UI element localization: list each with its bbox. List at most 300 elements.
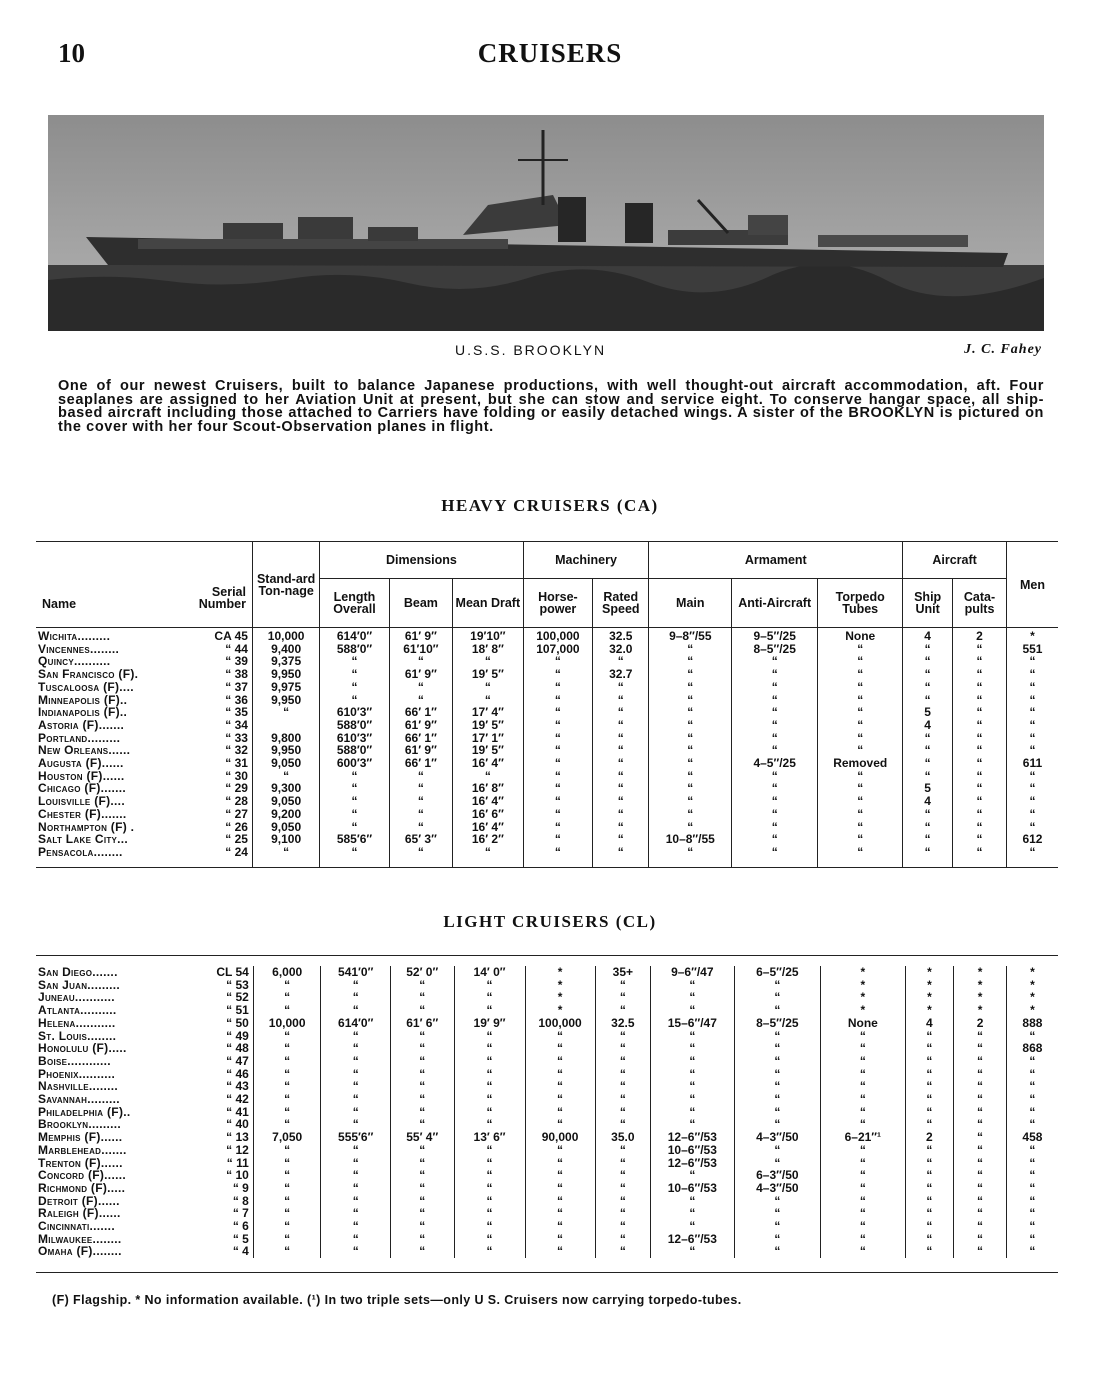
table-cell: “	[953, 668, 1007, 681]
table-cell: “	[595, 1093, 651, 1106]
ship-name: Indianapolis (F)..	[38, 705, 128, 720]
table-row	[36, 744, 1058, 757]
table-cell: “	[321, 1195, 390, 1208]
table-cell: 4	[905, 1017, 954, 1030]
ship-name: Omaha (F)........	[38, 1244, 122, 1259]
table-cell: “	[595, 1233, 651, 1246]
table-cell: “	[954, 1157, 1007, 1170]
table-cell: “	[734, 1055, 821, 1068]
table-cell: “	[321, 1220, 390, 1233]
table-cell: “	[595, 1182, 651, 1195]
table-cell: “	[818, 833, 903, 846]
table-cell: 17′ 1″	[453, 732, 524, 745]
table-cell: “	[525, 1093, 595, 1106]
header-aircraft: Aircraft	[903, 542, 1007, 579]
light-cruisers-table	[36, 955, 1058, 1273]
table-cell: “	[390, 1207, 454, 1220]
table-cell: “	[320, 668, 389, 681]
intro-paragraph: One of our newest Cruisers, built to balance Japanese productions, with well thought-out aircraft accommodation, aft. Four seaplanes are assigned to her Aviation Unit at present, but she can stow and service eight. To conserve hangar space, all ship-based aircraft including those attached to Carriers have folding or easily detached wings. A sister of the BROOKLYN is pictured on the cover with her four Scout-Observation planes in flight.	[58, 378, 1044, 435]
serial-number: “ 50	[226, 1015, 249, 1030]
table-cell: “	[253, 1245, 321, 1258]
table-cell: 10–6″/53	[651, 1144, 734, 1157]
table-cell: “	[953, 821, 1007, 834]
serial-number: “ 28	[225, 794, 248, 809]
table-cell: 61′ 9″	[389, 719, 452, 732]
table-cell: “	[732, 706, 818, 719]
table-cell: “	[595, 1042, 651, 1055]
table-cell: “	[1006, 1118, 1058, 1131]
table-cell: “	[593, 719, 649, 732]
table-cell: “	[954, 1131, 1007, 1144]
header-speed: Rated Speed	[593, 579, 649, 628]
table-cell: *	[1006, 979, 1058, 992]
table-row	[36, 706, 1058, 719]
table-cell: 15–6″/47	[651, 1017, 734, 1030]
table-cell: 12–6″/53	[651, 1157, 734, 1170]
table-cell: “	[905, 1080, 954, 1093]
table-cell: “	[734, 1080, 821, 1093]
table-cell: “	[523, 846, 593, 867]
table-cell: “	[649, 681, 732, 694]
table-cell: “	[525, 1080, 595, 1093]
ship-name: Atlanta..........	[38, 1003, 117, 1018]
table-cell: *	[1006, 966, 1058, 979]
table-cell: “	[649, 732, 732, 745]
table-cell: “	[390, 1169, 454, 1182]
table-cell: “	[253, 1144, 321, 1157]
ship-name: Juneau...........	[38, 990, 115, 1005]
table-cell: “	[321, 1080, 390, 1093]
table-cell: 612	[1006, 833, 1058, 846]
table-cell: “	[454, 1169, 525, 1182]
table-cell: “	[954, 1245, 1007, 1258]
table-cell: “	[1006, 1144, 1058, 1157]
table-cell: 16′ 4″	[453, 795, 524, 808]
table-cell: 6–21″¹	[821, 1131, 905, 1144]
serial-number: “ 8	[232, 1193, 249, 1208]
table-cell: “	[253, 1004, 321, 1017]
table-cell: “	[595, 1030, 651, 1043]
serial-number: “ 51	[226, 1003, 249, 1018]
table-cell: “	[954, 1182, 1007, 1195]
table-row	[36, 681, 1058, 694]
ship-name: Chester (F).......	[38, 806, 127, 821]
serial-number: “ 6	[232, 1219, 249, 1234]
table-row	[36, 655, 1058, 668]
table-cell: “	[953, 757, 1007, 770]
table-cell: “	[253, 1169, 321, 1182]
table-row	[36, 1233, 1058, 1246]
table-cell: 13′ 6″	[454, 1131, 525, 1144]
table-cell: 90,000	[525, 1131, 595, 1144]
table-cell: “	[1006, 1068, 1058, 1081]
table-cell: 17′ 4″	[453, 706, 524, 719]
table-cell: “	[454, 1195, 525, 1208]
table-row	[36, 1220, 1058, 1233]
table-cell: 19′ 5″	[453, 719, 524, 732]
table-cell: 14′ 0″	[454, 966, 525, 979]
table-cell: “	[523, 770, 593, 783]
ship-name: Quincy..........	[38, 654, 111, 669]
table-cell: “	[734, 1093, 821, 1106]
page-title: CRUISERS	[477, 38, 623, 68]
table-cell: None	[821, 1017, 905, 1030]
table-cell: “	[651, 1030, 734, 1043]
table-cell: “	[818, 782, 903, 795]
table-cell: “	[389, 795, 452, 808]
table-cell: “	[320, 821, 389, 834]
photo-credit: J. C. Fahey	[964, 342, 1042, 357]
table-cell: “	[321, 991, 390, 1004]
table-cell: “	[321, 1093, 390, 1106]
table-cell: “	[821, 1042, 905, 1055]
table-cell: “	[593, 681, 649, 694]
table-cell: “	[903, 655, 953, 668]
table-cell: “	[454, 1093, 525, 1106]
table-cell: “	[525, 1106, 595, 1119]
table-cell: “	[454, 1220, 525, 1233]
table-cell: “	[523, 655, 593, 668]
table-cell: “	[1006, 668, 1058, 681]
table-cell: 66′ 1″	[389, 757, 452, 770]
table-cell: “	[954, 1195, 1007, 1208]
table-cell: “	[593, 821, 649, 834]
table-cell: “	[732, 821, 818, 834]
table-cell: “	[523, 719, 593, 732]
table-cell: “	[390, 1106, 454, 1119]
table-cell: “	[903, 833, 953, 846]
table-cell: “	[320, 681, 389, 694]
header-main: Main	[649, 579, 732, 628]
header-name-label: Name	[42, 596, 77, 611]
ship-name: Cincinnati.......	[38, 1219, 115, 1234]
table-cell: “	[818, 706, 903, 719]
table-cell: “	[320, 846, 389, 867]
table-row	[36, 1169, 1058, 1182]
table-row	[36, 1182, 1058, 1195]
ship-name: Honolulu (F).....	[38, 1041, 127, 1056]
table-cell: “	[454, 1118, 525, 1131]
table-cell: “	[905, 1030, 954, 1043]
table-row	[36, 732, 1058, 745]
table-cell: “	[1006, 1157, 1058, 1170]
table-cell: “	[390, 1195, 454, 1208]
header-beam: Beam	[389, 579, 452, 628]
table-cell: 19′10″	[453, 628, 524, 643]
header-armament: Armament	[649, 542, 903, 579]
table-cell: “	[651, 1093, 734, 1106]
table-cell: “	[732, 770, 818, 783]
ship-name: Tuscaloosa (F)....	[38, 679, 134, 694]
table-cell: 9,950	[252, 668, 319, 681]
table-cell: “	[321, 1245, 390, 1258]
table-cell: “	[954, 1169, 1007, 1182]
table-cell: 9,300	[252, 782, 319, 795]
table-cell: “	[593, 732, 649, 745]
serial-number: CL 54	[216, 965, 249, 979]
table-cell: 2	[905, 1131, 954, 1144]
table-cell: “	[390, 1220, 454, 1233]
table-cell: “	[649, 821, 732, 834]
table-cell: “	[821, 1169, 905, 1182]
table-cell: “	[523, 757, 593, 770]
table-cell: 61′ 9″	[389, 744, 452, 757]
ship-name: Wichita.........	[38, 629, 111, 643]
table-cell: “	[1006, 1245, 1058, 1258]
table-cell: *	[1006, 1004, 1058, 1017]
serial-number: “ 34	[225, 717, 248, 732]
ship-photo	[48, 115, 1044, 331]
table-cell: “	[321, 1233, 390, 1246]
table-cell: 12–6″/53	[651, 1131, 734, 1144]
table-cell: “	[732, 681, 818, 694]
header-machinery: Machinery	[523, 542, 649, 579]
ship-name: Salt Lake City...	[38, 832, 129, 847]
serial-number: “ 29	[225, 781, 248, 796]
table-cell: “	[649, 782, 732, 795]
table-cell: 6,000	[253, 966, 321, 979]
table-cell: “	[593, 770, 649, 783]
table-cell: “	[1006, 846, 1058, 867]
table-cell: “	[734, 1233, 821, 1246]
table-cell: “	[1006, 808, 1058, 821]
table-cell: “	[818, 795, 903, 808]
table-cell: “	[253, 1182, 321, 1195]
table-cell: “	[953, 744, 1007, 757]
table-cell: 2	[953, 628, 1007, 643]
table-cell: 9,050	[252, 795, 319, 808]
table-cell: “	[595, 1080, 651, 1093]
table-cell: “	[651, 979, 734, 992]
table-cell: “	[454, 1245, 525, 1258]
table-cell: 585′6″	[320, 833, 389, 846]
table-cell: 65′ 3″	[389, 833, 452, 846]
table-cell: “	[253, 1118, 321, 1131]
table-row	[36, 1195, 1058, 1208]
table-cell: “	[252, 706, 319, 719]
table-cell: “	[321, 1207, 390, 1220]
ship-name: Nashville........	[38, 1079, 118, 1094]
table-cell: “	[321, 1068, 390, 1081]
table-cell: “	[818, 655, 903, 668]
table-cell: “	[390, 1233, 454, 1246]
serial-number: “ 43	[226, 1079, 249, 1094]
table-cell: “	[818, 668, 903, 681]
table-cell: 5	[903, 782, 953, 795]
table-cell: “	[732, 732, 818, 745]
table-cell: “	[593, 795, 649, 808]
table-cell: “	[525, 1182, 595, 1195]
table-cell: “	[954, 1144, 1007, 1157]
table-row	[36, 846, 1058, 867]
table-cell: “	[253, 1055, 321, 1068]
ship-name: Raleigh (F)......	[38, 1206, 121, 1221]
table-cell: “	[320, 782, 389, 795]
table-cell: “	[1006, 694, 1058, 707]
table-cell: 9–8″/55	[649, 628, 732, 643]
table-cell: “	[903, 808, 953, 821]
serial-number: “ 38	[225, 667, 248, 682]
table-cell: “	[1006, 1233, 1058, 1246]
serial-number: “ 49	[226, 1028, 249, 1043]
table-cell: “	[734, 1144, 821, 1157]
table-cell: “	[320, 655, 389, 668]
table-cell: 61′10″	[389, 643, 452, 656]
table-cell: “	[649, 706, 732, 719]
table-cell: “	[954, 1042, 1007, 1055]
table-cell: “	[734, 1030, 821, 1043]
table-cell: “	[453, 681, 524, 694]
ship-name: Philadelphia (F)..	[38, 1104, 131, 1119]
table-cell: “	[905, 1169, 954, 1182]
table-cell: “	[1006, 770, 1058, 783]
ship-name: Brooklyn.........	[38, 1117, 122, 1132]
table-cell: “	[321, 979, 390, 992]
table-cell: 9,975	[252, 681, 319, 694]
table-cell: “	[595, 1157, 651, 1170]
table-cell: “	[1006, 1195, 1058, 1208]
table-cell: “	[1006, 1080, 1058, 1093]
ship-name: Detroit (F)......	[38, 1193, 120, 1208]
ship-name: San Diego.......	[38, 965, 118, 979]
table-cell: “	[525, 1233, 595, 1246]
table-cell: “	[454, 1042, 525, 1055]
table-cell: “	[818, 744, 903, 757]
table-cell: “	[595, 979, 651, 992]
table-cell: “	[454, 1182, 525, 1195]
table-cell: “	[821, 1093, 905, 1106]
table-cell: “	[454, 1030, 525, 1043]
table-cell: *	[905, 979, 954, 992]
serial-number: “ 10	[226, 1168, 249, 1183]
table-cell: “	[390, 1144, 454, 1157]
serial-number: “ 33	[225, 730, 248, 745]
table-cell: “	[1006, 1182, 1058, 1195]
table-cell: 888	[1006, 1017, 1058, 1030]
table-cell: 10–6″/53	[651, 1182, 734, 1195]
table-cell: “	[732, 694, 818, 707]
table-cell: “	[1006, 719, 1058, 732]
table-cell: *	[821, 979, 905, 992]
table-cell: 16′ 4″	[453, 757, 524, 770]
heavy-cruisers-title: HEAVY CRUISERS (CA)	[441, 496, 659, 515]
table-cell: “	[389, 694, 452, 707]
table-cell: “	[253, 1093, 321, 1106]
table-cell: “	[818, 821, 903, 834]
table-cell: “	[525, 1207, 595, 1220]
table-cell: “	[903, 821, 953, 834]
table-cell: 610′3″	[320, 732, 389, 745]
table-cell: “	[454, 1080, 525, 1093]
ship-name: Astoria (F).......	[38, 717, 125, 732]
serial-number: “ 35	[225, 705, 248, 720]
table-cell: “	[818, 846, 903, 867]
table-cell: “	[905, 1233, 954, 1246]
table-cell: “	[523, 833, 593, 846]
table-cell: 16′ 8″	[453, 782, 524, 795]
table-cell: “	[525, 1144, 595, 1157]
table-cell: “	[593, 744, 649, 757]
ship-name: New Orleans......	[38, 743, 131, 758]
table-cell: “	[595, 1055, 651, 1068]
serial-number: “ 26	[225, 819, 248, 834]
page-number: 10	[58, 38, 85, 68]
table-cell: “	[593, 846, 649, 867]
table-cell: “	[649, 655, 732, 668]
table-cell: “	[651, 1169, 734, 1182]
table-cell: “	[905, 1106, 954, 1119]
header-torpedo: Torpedo Tubes	[818, 579, 903, 628]
table-cell: “	[651, 1245, 734, 1258]
table-cell: *	[1006, 991, 1058, 1004]
serial-number: “ 32	[225, 743, 248, 758]
table-cell: “	[905, 1182, 954, 1195]
table-cell: “	[390, 1055, 454, 1068]
table-cell: “	[954, 1055, 1007, 1068]
ship-name: Vincennes........	[38, 641, 120, 656]
table-cell: 9,050	[252, 821, 319, 834]
table-cell: “	[253, 1195, 321, 1208]
table-cell: “	[905, 1042, 954, 1055]
table-cell: “	[595, 1118, 651, 1131]
table-cell	[252, 719, 319, 732]
serial-number: “ 13	[226, 1130, 249, 1145]
table-cell: 66′ 1″	[389, 706, 452, 719]
table-cell: 4–3″/50	[734, 1182, 821, 1195]
header-catapults: Cata-pults	[953, 579, 1007, 628]
table-cell: “	[905, 1207, 954, 1220]
table-cell: “	[905, 1245, 954, 1258]
table-cell: “	[651, 1195, 734, 1208]
table-cell: “	[954, 1106, 1007, 1119]
table-cell: “	[389, 808, 452, 821]
table-cell: “	[953, 795, 1007, 808]
table-cell: “	[453, 694, 524, 707]
table-cell: “	[595, 1004, 651, 1017]
table-cell: “	[734, 1118, 821, 1131]
table-cell: 8–5″/25	[734, 1017, 821, 1030]
table-cell: “	[651, 991, 734, 1004]
table-cell: “	[954, 1118, 1007, 1131]
serial-number: “ 30	[225, 768, 248, 783]
table-cell: 610′3″	[320, 706, 389, 719]
table-cell: “	[821, 1068, 905, 1081]
table-cell: “	[320, 694, 389, 707]
table-row	[36, 1030, 1058, 1043]
table-row	[36, 1157, 1058, 1170]
table-cell: “	[523, 706, 593, 719]
table-row	[36, 1106, 1058, 1119]
table-cell: None	[818, 628, 903, 643]
table-cell: “	[390, 1118, 454, 1131]
table-cell: “	[821, 1157, 905, 1170]
table-cell: “	[523, 744, 593, 757]
table-cell: 16′ 4″	[453, 821, 524, 834]
table-cell: 55′ 4″	[390, 1131, 454, 1144]
table-row	[36, 643, 1058, 656]
table-cell: “	[525, 1195, 595, 1208]
ship-name: Trenton (F)......	[38, 1155, 123, 1170]
table-cell: 32.5	[593, 628, 649, 643]
table-cell: “	[732, 795, 818, 808]
table-row	[36, 694, 1058, 707]
serial-number: “ 39	[225, 654, 248, 669]
photo-caption: U.S.S. BROOKLYN	[455, 342, 607, 358]
table-cell: “	[454, 1055, 525, 1068]
table-cell: “	[953, 681, 1007, 694]
table-cell: “	[734, 991, 821, 1004]
table-cell: “	[649, 795, 732, 808]
